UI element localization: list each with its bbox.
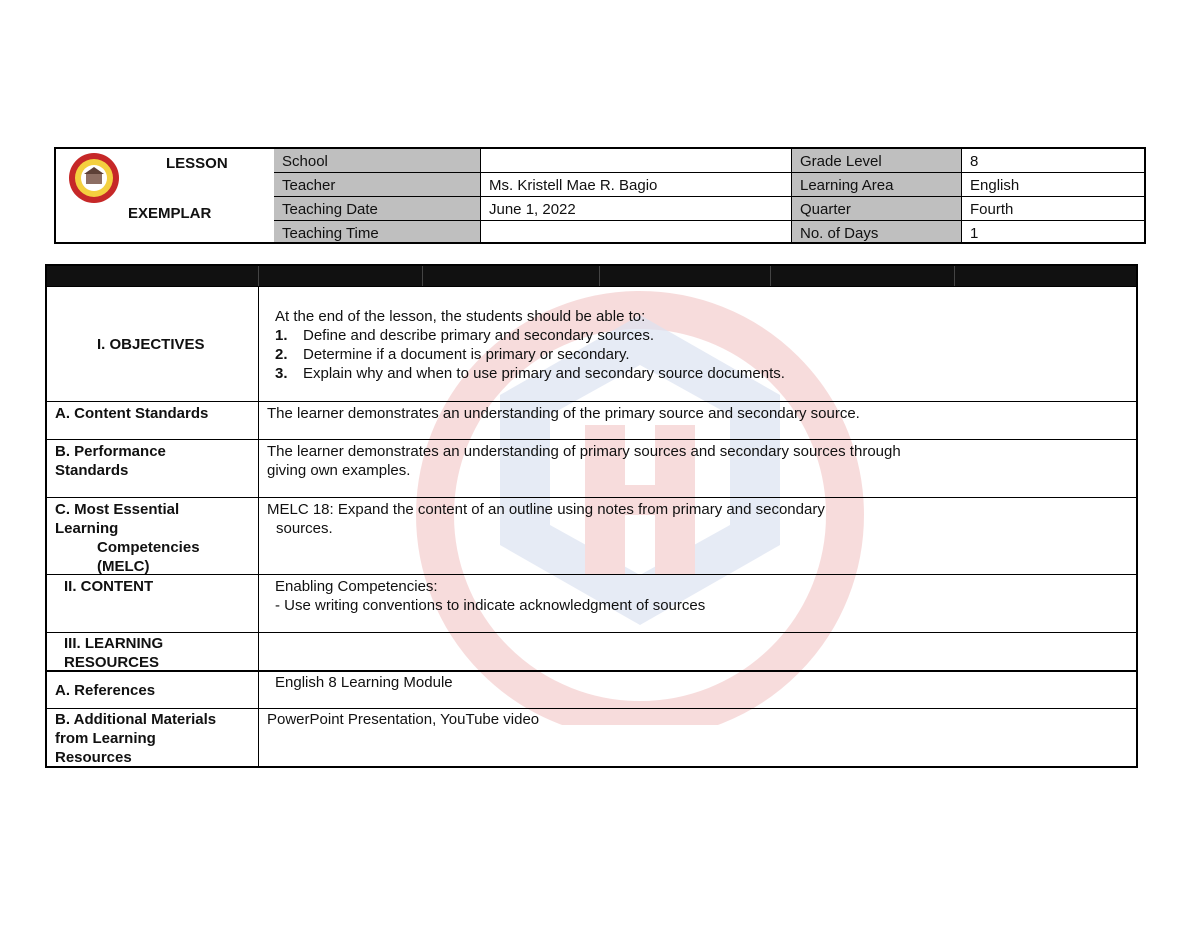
- label-school: School: [274, 149, 481, 172]
- header-row-teaching-time: [274, 221, 1146, 242]
- row-melc: [47, 497, 1136, 575]
- header-row-teaching-date: [274, 197, 1146, 221]
- header-logo-cell: [56, 149, 275, 242]
- value-teacher: Ms. Kristell Mae R. Bagio: [481, 173, 792, 196]
- objective-item: 1. Define and describe primary and secondary sources.: [275, 327, 655, 344]
- melc-text: MELC 18: Expand the content of an outline using notes from primary and secondary sources.: [267, 501, 825, 537]
- content-standards-label: A. Content Standards: [55, 405, 209, 422]
- row-performance-standards: [47, 439, 1136, 498]
- objectives-label: I. OBJECTIVES: [97, 336, 205, 353]
- value-teaching-date: June 1, 2022: [481, 197, 792, 220]
- label-teaching-time: Teaching Time: [274, 221, 481, 242]
- value-teaching-time: [481, 221, 792, 242]
- label-no-of-days: No. of Days: [792, 221, 962, 242]
- label-quarter: Quarter: [792, 197, 962, 220]
- content-text: Enabling Competencies: - Use writing conventions to indicate acknowledgment of sources: [275, 578, 706, 614]
- header-table: [54, 147, 1146, 244]
- value-quarter: Fourth: [970, 201, 1014, 218]
- additional-materials-text: PowerPoint Presentation, YouTube video: [267, 711, 540, 728]
- row-objectives: [47, 286, 1136, 402]
- objective-item: 2. Determine if a document is primary or secondary.: [275, 346, 630, 363]
- objective-item: 3. Explain why and when to use primary and secondary source documents.: [275, 365, 785, 382]
- references-text: English 8 Learning Module: [275, 674, 453, 691]
- label-teacher: Teacher: [274, 173, 481, 196]
- header-row-teacher: [274, 173, 1146, 197]
- melc-label: C. Most Essential Learning Competencies (MELC): [55, 501, 200, 575]
- references-label: A. References: [55, 682, 156, 699]
- value-grade-level: 8: [970, 153, 979, 170]
- objectives-intro: At the end of the lesson, the students should be able to:: [275, 308, 646, 325]
- value-learning-area: English: [970, 177, 1020, 194]
- row-content-standards: [47, 401, 1136, 440]
- table-header-bar: [47, 266, 1136, 286]
- performance-standards-text: The learner demonstrates an understanding of primary sources and secondary sources through giving own examples.: [267, 443, 901, 479]
- title-lesson: LESSON: [166, 155, 228, 172]
- value-no-of-days: 1: [970, 225, 979, 242]
- label-learning-area: Learning Area: [792, 173, 962, 196]
- title-exemplar: EXEMPLAR: [128, 205, 212, 222]
- content-label: II. CONTENT: [64, 578, 154, 595]
- learning-resources-label: III. LEARNING RESOURCES: [64, 635, 164, 671]
- content-standards-text: The learner demonstrates an understanding of the primary source and secondary source.: [267, 405, 860, 422]
- lesson-table: [45, 264, 1138, 768]
- label-grade-level: Grade Level: [792, 149, 962, 172]
- row-learning-resources: [47, 632, 1136, 671]
- row-additional-materials: [47, 708, 1136, 767]
- objectives-list: [275, 326, 1135, 383]
- label-teaching-date: Teaching Date: [274, 197, 481, 220]
- value-school: [481, 149, 792, 172]
- row-content: [47, 574, 1136, 633]
- additional-materials-label: B. Additional Materials from Learning Resources: [55, 711, 217, 766]
- performance-standards-label: B. Performance Standards: [55, 443, 166, 479]
- school-seal-icon: [68, 152, 120, 204]
- objectives-content: [275, 307, 1135, 383]
- row-references: [47, 670, 1136, 710]
- header-row-school: [274, 149, 1146, 173]
